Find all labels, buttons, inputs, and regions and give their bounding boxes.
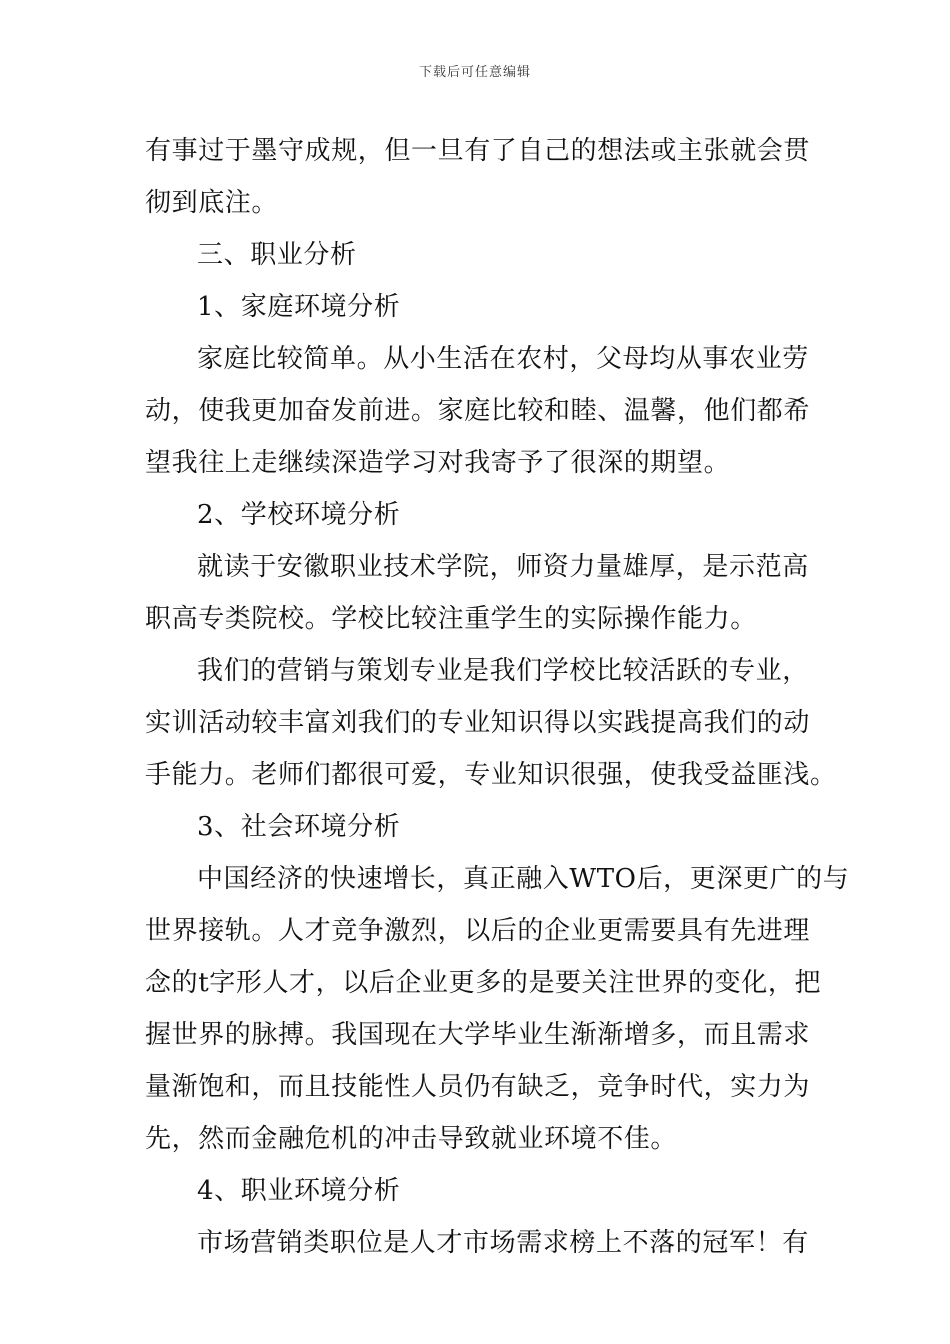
subsection-heading: 4、职业环境分析 xyxy=(197,1176,401,1206)
section-heading: 三、职业分析 xyxy=(197,240,357,270)
body-line: 握世界的脉搏。我国现在大学毕业生渐渐增多，而且需求 xyxy=(145,1020,811,1050)
subsection-heading: 2、学校环境分析 xyxy=(197,500,401,530)
body-line: 动，使我更加奋发前进。家庭比较和睦、温馨，他们都希 xyxy=(145,396,811,426)
body-line: 念的t字形人才，以后企业更多的是要关注世界的变化，把 xyxy=(145,968,822,998)
body-line: 中国经济的快速增长，真正融入WTO后，更深更广的与 xyxy=(197,864,850,894)
subsection-heading: 3、社会环境分析 xyxy=(197,812,401,842)
body-line: 彻到底注。 xyxy=(145,188,279,218)
body-line: 有事过于墨守成规，但一旦有了自己的想法或主张就会贯 xyxy=(145,136,811,166)
body-line: 就读于安徽职业技术学院，师资力量雄厚，是示范高 xyxy=(197,552,809,582)
body-line: 实训活动较丰富刘我们的专业知识得以实践提高我们的动 xyxy=(145,708,811,738)
body-line: 量渐饱和，而且技能性人员仍有缺乏，竞争时代，实力为 xyxy=(145,1072,811,1102)
body-line: 市场营销类职位是人才市场需求榜上不落的冠军！有 xyxy=(197,1228,809,1258)
body-line: 先，然而金融危机的冲击导致就业环境不佳。 xyxy=(145,1124,678,1154)
body-line: 世界接轨。人才竞争激烈，以后的企业更需要具有先进理 xyxy=(145,916,811,946)
body-line: 手能力。老师们都很可爱，专业知识很强，使我受益匪浅。 xyxy=(145,760,837,790)
subsection-heading: 1、家庭环境分析 xyxy=(197,292,401,322)
body-line: 我们的营销与策划专业是我们学校比较活跃的专业， xyxy=(197,656,809,686)
body-line: 职高专类院校。学校比较注重学生的实际操作能力。 xyxy=(145,604,757,634)
body-line: 望我往上走继续深造学习对我寄予了很深的期望。 xyxy=(145,448,731,478)
page-header: 下载后可任意编辑 xyxy=(418,65,531,80)
body-line: 家庭比较简单。从小生活在农村，父母均从事农业劳 xyxy=(197,344,809,374)
document-body xyxy=(145,128,850,1272)
